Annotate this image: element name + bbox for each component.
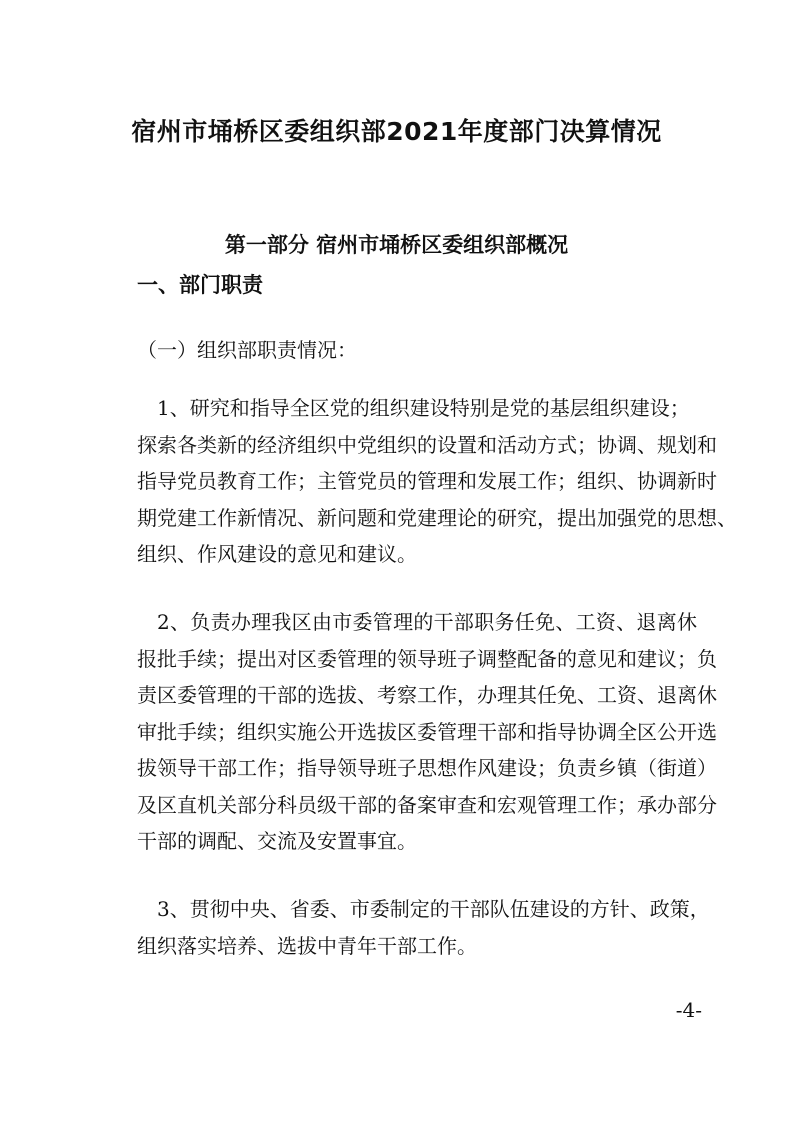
part-title: 第一部分 宿州市埇桥区委组织部概况 (224, 233, 569, 257)
paragraph-line: 期党建工作新情况、新问题和党建理论的研究，提出加强党的思想、 (137, 505, 737, 530)
paragraph-line: 组织落实培养、选拔中青年干部工作。 (137, 933, 477, 958)
paragraph-line: 及区直机关部分科员级干部的备案审查和宏观管理工作；承办部分 (137, 792, 717, 817)
paragraph-line: 2、负责办理我区由市委管理的干部职务任免、工资、退离休 (157, 610, 697, 634)
paragraph-line: 报批手续；提出对区委管理的领导班子调整配备的意见和建议；负 (137, 646, 717, 671)
paragraph-line: 责区委管理的干部的选拔、考察工作，办理其任免、工资、退离休 (137, 683, 717, 707)
sub-heading: （一）组织部职责情况： (137, 338, 357, 362)
page-number: -4- (675, 998, 702, 1022)
paragraph-line: 审批手续；组织实施公开选拔区委管理干部和指导协调全区公开选 (137, 719, 717, 744)
paragraph-3 (137, 891, 710, 964)
paragraph-line: 3、贯彻中央、省委、市委制定的干部队伍建设的方针、政策， (157, 897, 710, 921)
paragraph-line: 拔领导干部工作；指导领导班子思想作风建设；负责乡镇（街道） (137, 756, 717, 780)
paragraph-line: 干部的调配、交流及安置事宜。 (137, 829, 417, 853)
paragraph-2 (137, 604, 717, 860)
document-title: 宿州市埇桥区委组织部2021年度部门决算情况 (131, 117, 662, 146)
paragraph-line: 指导党员教育工作；主管党员的管理和发展工作；组织、协调新时 (137, 469, 717, 493)
paragraph-line: 探索各类新的经济组织中党组织的设置和活动方式；协调、规划和 (137, 432, 717, 457)
section-heading: 一、部门职责 (137, 273, 263, 297)
paragraph-line: 1、研究和指导全区党的组织建设特别是党的基层组织建设； (157, 396, 690, 420)
paragraph-1 (137, 390, 737, 573)
paragraph-line: 组织、作风建设的意见和建议。 (137, 542, 417, 566)
